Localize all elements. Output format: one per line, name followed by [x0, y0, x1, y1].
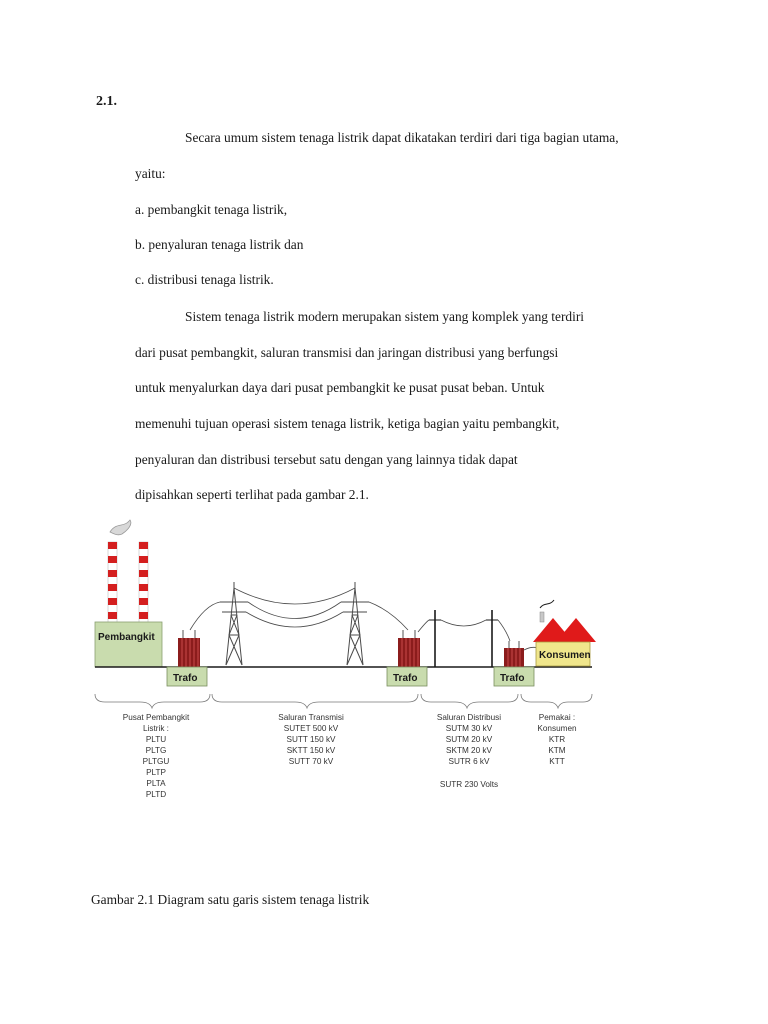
legend-text: SUTT 150 kV — [286, 735, 336, 744]
legend-text: SUTM 30 kV — [445, 724, 493, 733]
legend-text: Pemakai : — [538, 713, 576, 722]
legend-text: KTM — [548, 746, 566, 755]
house-icon — [533, 600, 596, 642]
trafo-label: Trafo — [173, 673, 198, 684]
paragraph-line: untuk menyalurkan daya dari pusat pembangkit ke pusat pusat beban. Untuk — [135, 380, 545, 395]
smoke-icon — [110, 520, 131, 535]
paragraph-line: dari pusat pembangkit, saluran transmisi dan jaringan distribusi yang berfungsi — [135, 345, 559, 360]
legend-text: KTR — [548, 735, 566, 744]
list-item: c. distribusi tenaga listrik. — [135, 272, 274, 287]
transformer-icon — [504, 641, 524, 667]
single-line-diagram — [0, 510, 768, 810]
legend-text: SKTT 150 kV — [286, 746, 336, 755]
transmission-tower-icon — [341, 582, 369, 665]
distribution-pole-icon — [429, 610, 441, 667]
transformer-icon — [398, 630, 420, 667]
legend-text: KTT — [549, 757, 565, 766]
legend-text: PLTA — [146, 779, 166, 788]
paragraph-line: Sistem tenaga listrik modern merupakan sistem yang komplek yang terdiri — [185, 309, 585, 324]
legend-users — [537, 713, 577, 766]
transformer-icon — [178, 630, 200, 667]
legend-text: Saluran Transmisi — [278, 713, 344, 722]
legend-text: SUTM 20 kV — [445, 735, 493, 744]
legend-text: SKTM 20 kV — [446, 746, 492, 755]
trafo-label: Trafo — [393, 673, 418, 684]
legend-text: Saluran Distribusi — [436, 713, 502, 722]
legend-text: PLTD — [145, 790, 167, 799]
paragraph-line: dipisahkan seperti terlihat pada gambar 2.1. — [135, 487, 369, 502]
section-number: 2.1. — [96, 94, 117, 109]
transmission-tower-icon — [220, 582, 248, 665]
legend-text: SUTET 500 kV — [283, 724, 339, 733]
legend-text: SUTR 6 kV — [448, 757, 490, 766]
legend-text: SUTR 230 Volts — [439, 780, 499, 789]
legend-transmission — [278, 713, 344, 766]
legend-distribution — [437, 713, 501, 789]
paragraph-line: penyaluran dan distribusi tersebut satu dengan yang lainnya tidak dapat — [135, 452, 518, 467]
paragraph-line: Secara umum sistem tenaga listrik dapat dikatakan terdiri dari tiga bagian utama, — [185, 130, 619, 145]
distribution-pole-icon — [486, 610, 498, 667]
list-item: b. penyaluran tenaga listrik dan — [135, 237, 304, 252]
paragraph-line: yaitu: — [135, 166, 166, 181]
generator-box — [95, 622, 162, 667]
legend-brace — [95, 694, 592, 708]
legend-text: PLTG — [145, 746, 167, 755]
paragraph-line: memenuhi tujuan operasi sistem tenaga listrik, ketiga bagian yaitu pembangkit, — [135, 416, 560, 431]
generator-label: Pembangkit — [98, 632, 155, 643]
list-item: a. pembangkit tenaga listrik, — [135, 202, 288, 217]
chimney-right — [139, 542, 148, 624]
legend-text: SUTT 70 kV — [288, 757, 334, 766]
legend-text: PLTP — [146, 768, 166, 777]
legend-generation — [123, 713, 190, 799]
chimney-left — [108, 542, 117, 624]
distribution-wires — [418, 620, 538, 650]
trafo-label: Trafo — [500, 673, 525, 684]
legend-text: Konsumen — [537, 724, 577, 733]
legend-text: Pusat Pembangkit — [122, 713, 190, 722]
figure-caption: Gambar 2.1 Diagram satu garis sistem tenaga listrik — [91, 892, 370, 907]
legend-text: PLTU — [145, 735, 167, 744]
legend-text: Listrik : — [143, 724, 169, 733]
transmission-wires — [190, 588, 408, 630]
consumer-label: Konsumen — [539, 650, 591, 661]
legend-text: PLTGU — [142, 757, 170, 766]
